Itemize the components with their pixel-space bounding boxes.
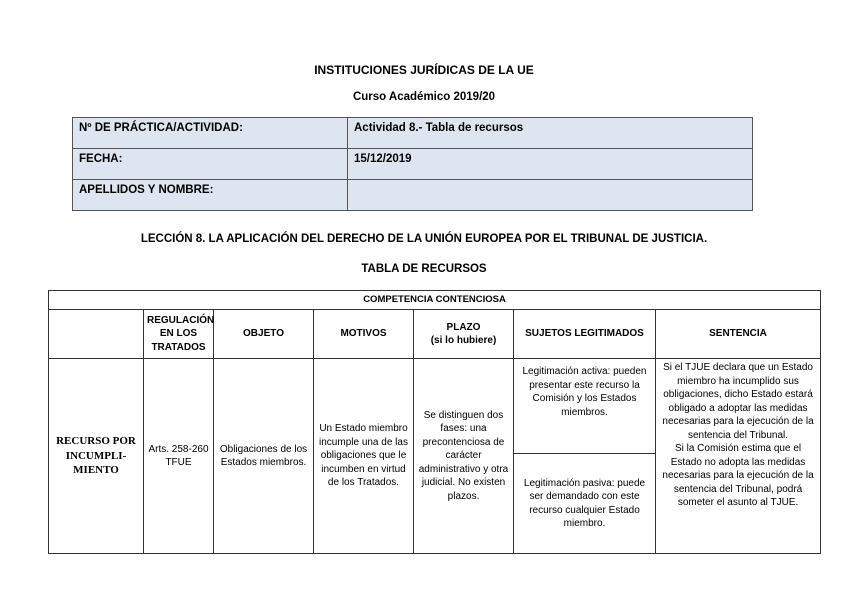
col-header-plazo <box>414 310 514 359</box>
resources-table <box>48 290 821 554</box>
cell-legitimacion-activa: Legitimación activa: pueden presentar este recurso la Comisión y los Estados miembros. <box>514 359 656 454</box>
name-value <box>348 180 753 211</box>
info-row-date <box>73 149 753 180</box>
cell-plazo: Se distinguen dos fases: una precontenciosa de carácter administrativo y otra judicial. No existen plazos. <box>414 359 514 554</box>
lesson-heading: LECCIÓN 8. LA APLICACIÓN DEL DERECHO DE LA UNIÓN EUROPEA POR EL TRIBUNAL DE JUSTICIA. <box>140 233 708 245</box>
col-header-sentencia: SENTENCIA <box>656 310 821 359</box>
activity-label: Nº DE PRÁCTICA/ACTIVIDAD: <box>73 118 348 149</box>
academic-year: Curso Académico 2019/20 <box>352 91 496 103</box>
row-name: RECURSO POR INCUMPLI-MIENTO <box>49 359 144 554</box>
plazo-label: PLAZO <box>446 321 481 333</box>
date-value: 15/12/2019 <box>348 149 753 180</box>
name-label: APELLIDOS Y NOMBRE: <box>73 180 348 211</box>
empty-header-cell <box>49 310 144 359</box>
date-label: FECHA: <box>73 149 348 180</box>
col-header-motivos: MOTIVOS <box>314 310 414 359</box>
info-row-name <box>73 180 753 211</box>
sentencia-paragraph-1: Si el TJUE declara que un Estado miembro ha incumplido sus obligaciones, dicho Estado estará obligado a adoptar las medidas necesarias para la ejecución de la sentencia del Tribunal. <box>662 362 814 441</box>
cell-objeto: Obligaciones de los Estados miembros. <box>214 359 314 554</box>
info-table <box>72 117 753 211</box>
col-header-regulacion: REGULACIÓN EN LOS TRATADOS <box>144 310 214 359</box>
col-header-sujetos: SUJETOS LEGITIMADOS <box>514 310 656 359</box>
cell-regulacion: Arts. 258-260 TFUE <box>144 359 214 554</box>
sentencia-paragraph-2: Si la Comisión estima que el Estado no adopta las medidas necesarias para la ejecución de la sentencia del Tribunal, podrá someter el asunto al TJUE. <box>662 443 814 508</box>
plazo-note: (si lo hubiere) <box>430 335 497 346</box>
col-header-objeto: OBJETO <box>214 310 314 359</box>
activity-value: Actividad 8.- Tabla de recursos <box>348 118 753 149</box>
info-row-activity <box>73 118 753 149</box>
document-title: INSTITUCIONES JURÍDICAS DE LA UE <box>314 63 534 77</box>
cell-legitimacion-pasiva: Legitimación pasiva: puede ser demandado con este recurso cualquier Estado miembro. <box>514 454 656 554</box>
table-title: TABLA DE RECURSOS <box>361 263 487 275</box>
cell-sentencia <box>656 359 821 554</box>
cell-motivos: Un Estado miembro incumple una de las obligaciones que le incumben en virtud de los Tratados. <box>314 359 414 554</box>
group-header: COMPETENCIA CONTENCIOSA <box>49 291 821 310</box>
